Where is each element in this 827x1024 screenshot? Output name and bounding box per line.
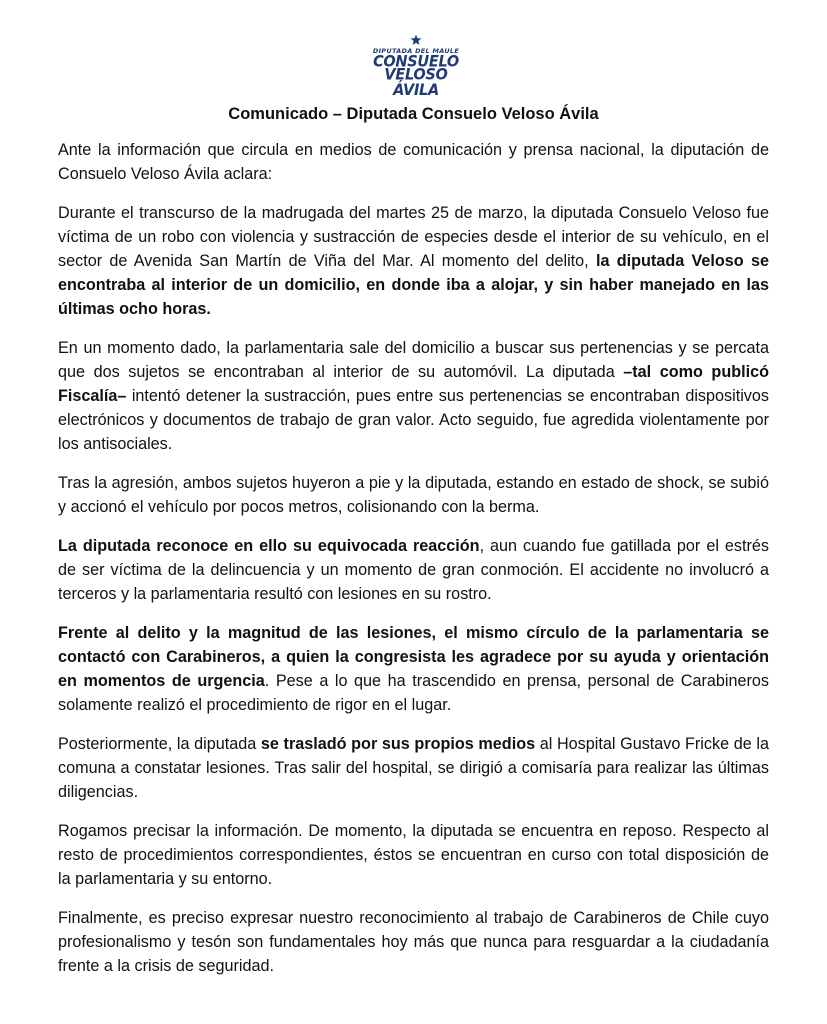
document-body [58, 138, 769, 993]
paragraph-carabineros: Frente al delito y la magnitud de las lesiones, el mismo círculo de la parlamentaria se contactó con Carabineros, a quien la congresista les agradece por su ayuda y orientación en momentos de urgencia. Pese a lo que ha trascendido en prensa, personal de Carabineros solamente realizó el procedimiento de rigor en el lugar. [58, 624, 769, 714]
paragraph-robbery: Durante el transcurso de la madrugada del martes 25 de marzo, la diputada Consuelo Veloso fue víctima de un robo con violencia y sustracción de especies desde el interior de su vehículo, en el sector de Avenida San Martín de Viña del Mar. Al momento del delito, la diputada Veloso se encontraba al interior de un domicilio, en donde iba a alojar, y sin haber manejado en las últimas ocho horas. [58, 204, 770, 318]
logo [370, 34, 462, 100]
paragraph-aftermath: Tras la agresión, ambos sujetos huyeron a pie y la diputada, estando en estado de shock, se subió y accionó el vehículo por pocos metros, colisionando con la berma. [58, 474, 769, 516]
paragraph-request: Rogamos precisar la información. De momento, la diputada se encuentra en reposo. Respecto al resto de procedimientos correspondientes, éstos se encuentran en curso con total disposición de la parlamentaria y su entorno. [58, 822, 769, 888]
paragraph-incident: En un momento dado, la parlamentaria sale del domicilio a buscar sus pertenencias y se percata que dos sujetos se encontraban al interior de su automóvil. La diputada –tal como publicó Fiscalía– intentó detener la sustracción, pues entre sus pertenencias se encontraban dispositivos electrónicos y documentos de trabajo de gran valor. Acto seguido, fue agredida violentamente por los antisociales. [58, 339, 769, 453]
logo-tagline: DIPUTADA DEL MAULE [372, 47, 460, 55]
logo-name-line2: VELOSO ÁVILA [384, 66, 448, 100]
document-title: Comunicado – Diputada Consuelo Veloso Ávila [228, 105, 599, 123]
star-icon [410, 34, 422, 46]
paragraph-acknowledgment: La diputada reconoce en ello su equivocada reacción, aun cuando fue gatillada por el estrés de ser víctima de la delincuencia y un momento de gran conmoción. El accidente no involucró a terceros y la parlamentaria resultó con lesiones en su rostro. [58, 537, 769, 603]
paragraph-hospital: Posteriormente, la diputada se trasladó por sus propios medios al Hospital Gustavo Fricke de la comuna a constatar lesiones. Tras salir del hospital, se dirigió a comisaría para realizar las últimas diligencias. [58, 735, 769, 801]
logo-name-line1: CONSUELO [373, 53, 459, 71]
paragraph-intro: Ante la información que circula en medios de comunicación y prensa nacional, la diputación de Consuelo Veloso Ávila aclara: [58, 141, 769, 183]
paragraph-closing: Finalmente, es preciso expresar nuestro reconocimiento al trabajo de Carabineros de Chile cuyo profesionalismo y tesón son fundamentales hoy más que nunca para resguardar a la ciudadanía frente a la crisis de seguridad. [58, 909, 769, 975]
